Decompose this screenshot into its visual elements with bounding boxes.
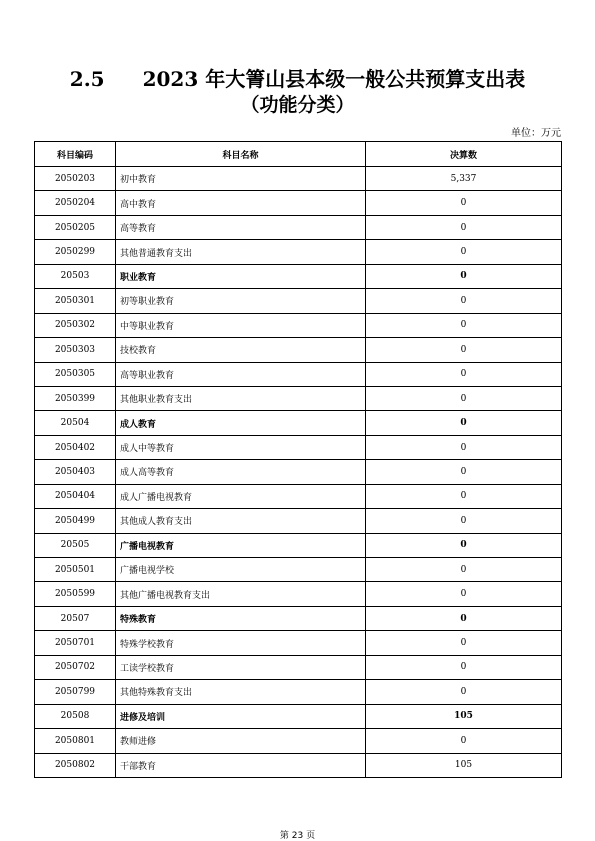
row-name-cell: 其他成人教育支出 bbox=[116, 509, 366, 533]
row-code-cell: 20508 bbox=[35, 704, 116, 728]
row-code-cell: 2050301 bbox=[35, 289, 116, 313]
row-name-cell: 进修及培训 bbox=[116, 704, 366, 728]
table-row bbox=[35, 729, 562, 753]
table-row bbox=[35, 411, 562, 435]
table-row bbox=[35, 582, 562, 606]
row-value-cell: 0 bbox=[366, 558, 562, 582]
table-row bbox=[35, 704, 562, 728]
row-code-cell: 2050701 bbox=[35, 631, 116, 655]
row-value-cell: 0 bbox=[366, 460, 562, 484]
row-name-cell: 成人高等教育 bbox=[116, 460, 366, 484]
row-name-cell: 干部教育 bbox=[116, 753, 366, 777]
row-value-cell: 0 bbox=[366, 313, 562, 337]
row-code-cell: 2050399 bbox=[35, 386, 116, 410]
table-row bbox=[35, 313, 562, 337]
row-code-cell: 2050501 bbox=[35, 558, 116, 582]
row-code-cell: 20504 bbox=[35, 411, 116, 435]
table-row bbox=[35, 680, 562, 704]
table-row bbox=[35, 533, 562, 557]
table-row bbox=[35, 631, 562, 655]
row-value-cell: 0 bbox=[366, 435, 562, 459]
page-subtitle: （功能分类） bbox=[240, 94, 355, 116]
row-code-cell: 2050499 bbox=[35, 509, 116, 533]
table-row bbox=[35, 215, 562, 239]
table-body bbox=[35, 167, 562, 778]
row-code-cell: 2050702 bbox=[35, 655, 116, 679]
row-name-cell: 初中教育 bbox=[116, 167, 366, 191]
column-header-value: 决算数 bbox=[366, 142, 562, 167]
budget-table bbox=[34, 141, 562, 778]
row-value-cell: 0 bbox=[366, 655, 562, 679]
row-name-cell: 高中教育 bbox=[116, 191, 366, 215]
row-value-cell: 0 bbox=[366, 680, 562, 704]
table-row bbox=[35, 484, 562, 508]
row-value-cell: 105 bbox=[366, 704, 562, 728]
table-row bbox=[35, 264, 562, 288]
row-name-cell: 特殊学校教育 bbox=[116, 631, 366, 655]
row-code-cell: 2050599 bbox=[35, 582, 116, 606]
row-name-cell: 特殊教育 bbox=[116, 606, 366, 630]
row-code-cell: 2050303 bbox=[35, 338, 116, 362]
row-value-cell: 0 bbox=[366, 362, 562, 386]
row-code-cell: 2050799 bbox=[35, 680, 116, 704]
row-name-cell: 其他普通教育支出 bbox=[116, 240, 366, 264]
row-value-cell: 0 bbox=[366, 411, 562, 435]
table-row bbox=[35, 509, 562, 533]
table-row bbox=[35, 362, 562, 386]
row-value-cell: 105 bbox=[366, 753, 562, 777]
table-row bbox=[35, 289, 562, 313]
table-row bbox=[35, 167, 562, 191]
row-name-cell: 成人中等教育 bbox=[116, 435, 366, 459]
table-row bbox=[35, 240, 562, 264]
row-code-cell: 2050404 bbox=[35, 484, 116, 508]
row-name-cell: 中等职业教育 bbox=[116, 313, 366, 337]
row-value-cell: 0 bbox=[366, 509, 562, 533]
row-value-cell: 0 bbox=[366, 606, 562, 630]
row-code-cell: 2050302 bbox=[35, 313, 116, 337]
row-name-cell: 其他特殊教育支出 bbox=[116, 680, 366, 704]
title-text: 2023 年大箐山县本级一般公共预算支出表 bbox=[142, 67, 526, 91]
row-value-cell: 0 bbox=[366, 533, 562, 557]
page-number: 第 23 页 bbox=[279, 831, 316, 841]
row-name-cell: 高等教育 bbox=[116, 215, 366, 239]
row-name-cell: 技校教育 bbox=[116, 338, 366, 362]
row-value-cell: 5,337 bbox=[366, 167, 562, 191]
row-name-cell: 初等职业教育 bbox=[116, 289, 366, 313]
row-code-cell: 20507 bbox=[35, 606, 116, 630]
table-row bbox=[35, 606, 562, 630]
table-header-row bbox=[35, 142, 562, 167]
row-name-cell: 高等职业教育 bbox=[116, 362, 366, 386]
row-value-cell: 0 bbox=[366, 338, 562, 362]
row-value-cell: 0 bbox=[366, 240, 562, 264]
row-name-cell: 工读学校教育 bbox=[116, 655, 366, 679]
row-code-cell: 2050205 bbox=[35, 215, 116, 239]
row-code-cell: 2050299 bbox=[35, 240, 116, 264]
section-number: 2.5 bbox=[69, 67, 105, 91]
row-value-cell: 0 bbox=[366, 191, 562, 215]
row-value-cell: 0 bbox=[366, 631, 562, 655]
row-code-cell: 20505 bbox=[35, 533, 116, 557]
row-code-cell: 2050203 bbox=[35, 167, 116, 191]
row-value-cell: 0 bbox=[366, 386, 562, 410]
table-row bbox=[35, 558, 562, 582]
column-header-name: 科目名称 bbox=[116, 142, 366, 167]
row-code-cell: 2050305 bbox=[35, 362, 116, 386]
row-value-cell: 0 bbox=[366, 729, 562, 753]
row-code-cell: 2050801 bbox=[35, 729, 116, 753]
table-row bbox=[35, 338, 562, 362]
column-header-code: 科目编码 bbox=[35, 142, 116, 167]
unit-label: 单位：万元 bbox=[511, 128, 561, 139]
table-row bbox=[35, 655, 562, 679]
row-name-cell: 成人广播电视教育 bbox=[116, 484, 366, 508]
table-row bbox=[35, 435, 562, 459]
page-title bbox=[0, 66, 595, 92]
table-row bbox=[35, 386, 562, 410]
row-code-cell: 20503 bbox=[35, 264, 116, 288]
row-name-cell: 其他职业教育支出 bbox=[116, 386, 366, 410]
row-value-cell: 0 bbox=[366, 289, 562, 313]
row-name-cell: 成人教育 bbox=[116, 411, 366, 435]
row-name-cell: 教师进修 bbox=[116, 729, 366, 753]
row-name-cell: 广播电视教育 bbox=[116, 533, 366, 557]
row-code-cell: 2050802 bbox=[35, 753, 116, 777]
table-row bbox=[35, 191, 562, 215]
row-name-cell: 广播电视学校 bbox=[116, 558, 366, 582]
row-name-cell: 其他广播电视教育支出 bbox=[116, 582, 366, 606]
row-name-cell: 职业教育 bbox=[116, 264, 366, 288]
row-value-cell: 0 bbox=[366, 484, 562, 508]
row-code-cell: 2050204 bbox=[35, 191, 116, 215]
row-value-cell: 0 bbox=[366, 582, 562, 606]
row-value-cell: 0 bbox=[366, 264, 562, 288]
row-code-cell: 2050402 bbox=[35, 435, 116, 459]
table-row bbox=[35, 460, 562, 484]
row-code-cell: 2050403 bbox=[35, 460, 116, 484]
table-row bbox=[35, 753, 562, 777]
row-value-cell: 0 bbox=[366, 215, 562, 239]
